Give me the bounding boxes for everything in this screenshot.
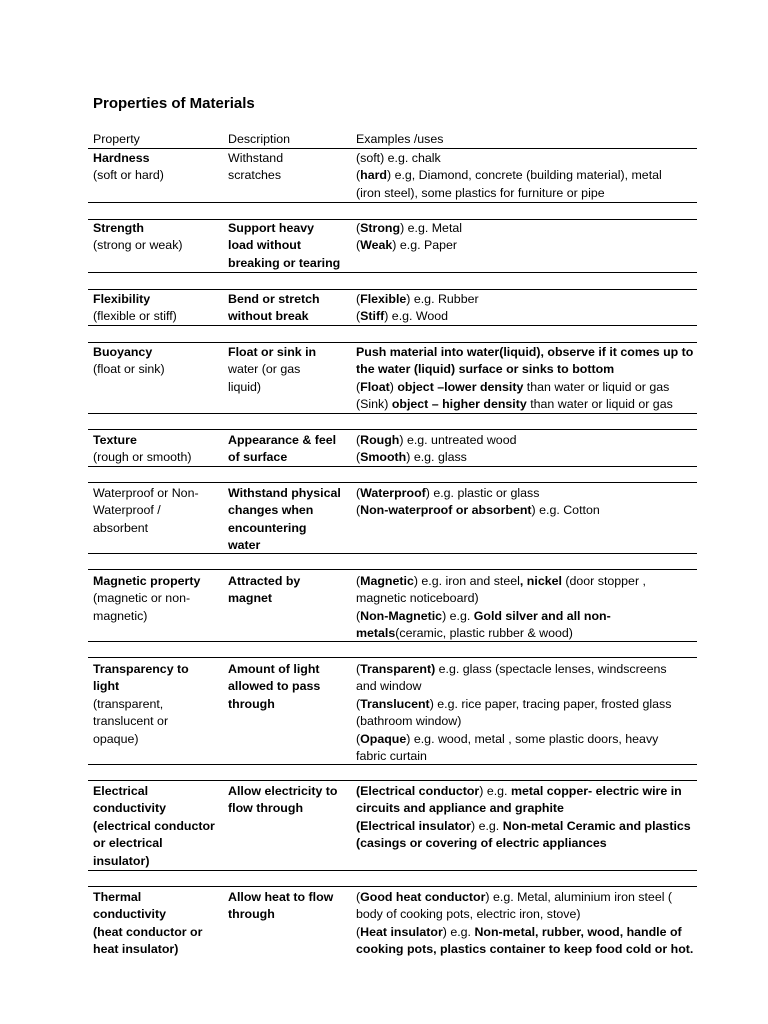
page-title: Properties of Materials bbox=[93, 95, 255, 112]
property-line: (float or sink) bbox=[93, 362, 165, 377]
example-line bbox=[356, 237, 701, 254]
row-top-rule bbox=[88, 289, 697, 290]
property-line: Texture bbox=[93, 433, 137, 447]
example-text: ) e.g. bbox=[442, 924, 475, 939]
example-text: (bathroom window) bbox=[356, 714, 462, 729]
description-line: of surface bbox=[228, 450, 288, 465]
description-cell bbox=[228, 432, 350, 467]
examples-cell bbox=[356, 573, 701, 643]
example-text: and window bbox=[356, 679, 422, 694]
example-line bbox=[356, 608, 701, 625]
example-text: ) e.g. rice paper, tracing paper, frosted glass bbox=[429, 696, 672, 711]
example-text: Push material into water(liquid), observe if it comes up to bbox=[356, 345, 694, 359]
example-text: ( bbox=[356, 662, 361, 676]
row-bottom-rule bbox=[88, 272, 697, 273]
example-line bbox=[356, 889, 701, 906]
example-line bbox=[356, 590, 701, 607]
property-line: Waterproof / bbox=[93, 503, 161, 518]
description-line: without break bbox=[228, 309, 309, 324]
property-line: (soft or hard) bbox=[93, 168, 164, 183]
property-line: Transparency to bbox=[93, 662, 189, 676]
property-line: (strong or weak) bbox=[93, 238, 183, 253]
example-line bbox=[356, 906, 701, 923]
property-line: heat insulator) bbox=[93, 942, 179, 957]
example-text: Float bbox=[360, 379, 390, 394]
row-bottom-rule bbox=[88, 553, 697, 554]
example-text: ) e.g. bbox=[479, 784, 511, 798]
example-text: (Sink) bbox=[356, 397, 392, 412]
example-line bbox=[356, 731, 701, 748]
property-cell bbox=[93, 485, 223, 537]
example-text: Rough bbox=[360, 433, 400, 447]
description-cell bbox=[228, 344, 350, 396]
example-text: object –lower density bbox=[397, 379, 524, 394]
example-text: cooking pots, plastics container to keep food cold or hot. bbox=[356, 942, 694, 957]
examples-cell bbox=[356, 783, 701, 853]
example-line bbox=[356, 344, 701, 361]
description-cell bbox=[228, 661, 350, 713]
property-cell bbox=[93, 783, 223, 870]
example-text: Good heat conductor bbox=[360, 890, 486, 904]
property-cell bbox=[93, 573, 223, 625]
description-line: breaking or tearing bbox=[228, 255, 341, 270]
property-cell bbox=[93, 220, 223, 255]
row-top-rule bbox=[88, 569, 697, 570]
header-examples: Examples /uses bbox=[356, 132, 444, 146]
examples-cell bbox=[356, 291, 701, 326]
property-line: (electrical conductor bbox=[93, 818, 215, 833]
property-cell bbox=[93, 889, 223, 959]
example-text: ) bbox=[389, 379, 398, 394]
example-text: ( bbox=[356, 238, 361, 253]
example-text: ( bbox=[356, 608, 361, 623]
example-line bbox=[356, 291, 701, 308]
example-text: ( bbox=[356, 574, 361, 588]
property-line: absorbent bbox=[93, 520, 149, 535]
example-line bbox=[356, 800, 701, 817]
example-text: ) e.g. Metal bbox=[400, 221, 463, 235]
example-text: Gold silver and all non- bbox=[473, 608, 611, 623]
examples-cell bbox=[356, 661, 701, 765]
example-text: magnetic noticeboard) bbox=[356, 591, 479, 606]
description-line: water (or gas bbox=[228, 362, 301, 377]
example-text: ) e.g, Diamond, concrete (building material), metal bbox=[387, 168, 662, 183]
example-line bbox=[356, 835, 701, 852]
description-line: magnet bbox=[228, 591, 273, 606]
description-cell bbox=[228, 291, 350, 326]
description-cell bbox=[228, 485, 350, 555]
example-line bbox=[356, 748, 701, 765]
description-line: encountering bbox=[228, 520, 307, 535]
property-line: (flexible or stiff) bbox=[93, 309, 177, 324]
example-text: ( bbox=[356, 450, 361, 465]
example-line bbox=[356, 308, 701, 325]
example-line bbox=[356, 396, 701, 413]
examples-cell bbox=[356, 150, 701, 202]
example-text: ( bbox=[356, 221, 361, 235]
example-line bbox=[356, 783, 701, 800]
description-line: through bbox=[228, 907, 275, 922]
example-line bbox=[356, 167, 701, 184]
example-text: Non-metal Ceramic and plastics bbox=[502, 818, 691, 833]
property-line: (transparent, bbox=[93, 696, 164, 711]
property-line: (magnetic or non- bbox=[93, 591, 191, 606]
example-text: (Electrical conductor bbox=[356, 784, 480, 798]
property-line: Waterproof or Non- bbox=[93, 486, 199, 500]
example-text: ) e.g. Cotton bbox=[531, 503, 600, 518]
example-line bbox=[356, 432, 701, 449]
property-line: Electrical bbox=[93, 784, 149, 798]
example-line bbox=[356, 625, 701, 642]
property-line: conductivity bbox=[93, 801, 166, 816]
example-text: object – higher density bbox=[391, 397, 527, 412]
row-top-rule bbox=[88, 780, 697, 781]
example-text: (casings or covering of electric appliances bbox=[356, 836, 607, 851]
description-line: liquid) bbox=[228, 379, 262, 394]
example-text: ) e.g. bbox=[442, 608, 474, 623]
example-line bbox=[356, 185, 701, 202]
example-text: Smooth bbox=[360, 450, 407, 465]
example-line bbox=[356, 661, 701, 678]
example-text: ( bbox=[356, 379, 361, 394]
row-bottom-rule bbox=[88, 870, 697, 871]
description-line: Allow electricity to bbox=[228, 784, 338, 798]
property-line: conductivity bbox=[93, 907, 166, 922]
example-line bbox=[356, 449, 701, 466]
property-cell bbox=[93, 661, 223, 748]
example-text: ( bbox=[356, 309, 361, 324]
example-text: than water or liquid or gas bbox=[526, 397, 673, 412]
property-line: light bbox=[93, 679, 120, 694]
example-text: ( bbox=[356, 503, 361, 518]
example-text: the water (liquid) surface or sinks to bottom bbox=[356, 362, 615, 377]
example-line bbox=[356, 361, 701, 378]
property-line: or electrical bbox=[93, 836, 163, 851]
example-text: Waterproof bbox=[360, 486, 426, 500]
example-text: ) e.g. Rubber bbox=[406, 292, 479, 306]
example-text: (ceramic, plastic rubber & wood) bbox=[395, 626, 573, 641]
example-text: circuits and appliance and graphite bbox=[356, 801, 564, 816]
example-text: Flexible bbox=[360, 292, 407, 306]
description-line: changes when bbox=[228, 503, 314, 518]
property-line: magnetic) bbox=[93, 608, 148, 623]
description-line: flow through bbox=[228, 801, 304, 816]
example-line bbox=[356, 220, 701, 237]
description-line: Allow heat to flow bbox=[228, 890, 334, 904]
description-line: Bend or stretch bbox=[228, 292, 320, 306]
example-text: , nickel bbox=[519, 574, 562, 588]
property-line: Buoyancy bbox=[93, 345, 153, 359]
description-line: Withstand bbox=[228, 151, 284, 165]
description-line: Amount of light bbox=[228, 662, 320, 676]
example-text: Weak bbox=[360, 238, 393, 253]
example-line bbox=[356, 379, 701, 396]
example-text: ) e.g. Paper bbox=[392, 238, 458, 253]
example-text: ) e.g. glass bbox=[406, 450, 467, 465]
example-text: ( bbox=[356, 696, 361, 711]
example-text: Transparent) bbox=[360, 662, 436, 676]
example-line bbox=[356, 713, 701, 730]
description-line: Attracted by bbox=[228, 574, 301, 588]
example-text: fabric curtain bbox=[356, 749, 427, 764]
description-cell bbox=[228, 150, 350, 185]
example-text: ) e.g. bbox=[471, 818, 503, 833]
description-line: water bbox=[228, 538, 261, 553]
description-cell bbox=[228, 573, 350, 608]
property-cell bbox=[93, 344, 223, 379]
example-text: ) e.g. iron and steel bbox=[413, 574, 520, 588]
header-description: Description bbox=[228, 132, 290, 146]
property-line: (heat conductor or bbox=[93, 924, 203, 939]
example-text: than water or liquid or gas bbox=[523, 379, 670, 394]
example-text: (door stopper , bbox=[561, 574, 646, 588]
example-text: metals bbox=[356, 626, 396, 641]
row-top-rule bbox=[88, 342, 697, 343]
description-cell bbox=[228, 783, 350, 818]
example-text: ( bbox=[356, 292, 361, 306]
description-cell bbox=[228, 889, 350, 924]
example-text: Strong bbox=[360, 221, 401, 235]
description-line: Support heavy bbox=[228, 221, 315, 235]
example-line bbox=[356, 150, 701, 167]
example-line bbox=[356, 818, 701, 835]
example-text: ) e.g. Wood bbox=[384, 309, 449, 324]
examples-cell bbox=[356, 889, 701, 959]
example-line bbox=[356, 678, 701, 695]
example-line bbox=[356, 485, 701, 502]
property-line: insulator) bbox=[93, 853, 150, 868]
example-line bbox=[356, 941, 701, 958]
example-text: Heat insulator bbox=[360, 924, 443, 939]
description-line: Withstand physical bbox=[228, 486, 341, 500]
row-top-rule bbox=[88, 482, 697, 483]
example-text: (iron steel), some plastics for furniture or pipe bbox=[356, 185, 605, 200]
example-line bbox=[356, 502, 701, 519]
example-text: Non-Magnetic bbox=[360, 608, 443, 623]
header-property: Property bbox=[93, 132, 140, 146]
description-line: through bbox=[228, 696, 275, 711]
example-text: ) e.g. Metal, aluminium iron steel ( bbox=[485, 890, 673, 904]
property-line: Thermal bbox=[93, 890, 142, 904]
row-top-rule bbox=[88, 148, 697, 149]
example-text: ) e.g. untreated wood bbox=[399, 433, 517, 447]
example-text: (Electrical insulator bbox=[356, 818, 471, 833]
description-line: allowed to pass bbox=[228, 679, 321, 694]
example-text: hard bbox=[360, 168, 387, 183]
example-text: metal copper- electric wire in bbox=[510, 784, 682, 798]
property-line: Flexibility bbox=[93, 292, 151, 306]
example-text: ( bbox=[356, 433, 361, 447]
description-line: Appearance & feel bbox=[228, 433, 337, 447]
example-text: ( bbox=[356, 168, 361, 183]
example-text: Magnetic bbox=[360, 574, 414, 588]
example-text: ( bbox=[356, 731, 361, 746]
property-cell bbox=[93, 150, 223, 185]
example-text: ) e.g. wood, metal , some plastic doors, heavy bbox=[406, 731, 659, 746]
example-text: ( bbox=[356, 890, 361, 904]
row-top-rule bbox=[88, 657, 697, 658]
description-line: load without bbox=[228, 238, 301, 253]
example-text: ) e.g. plastic or glass bbox=[425, 486, 540, 500]
property-line: Strength bbox=[93, 221, 144, 235]
example-text: (soft) e.g. chalk bbox=[356, 151, 441, 165]
examples-cell bbox=[356, 485, 701, 520]
example-text: Opaque bbox=[360, 731, 407, 746]
property-line: opaque) bbox=[93, 731, 139, 746]
description-line: scratches bbox=[228, 168, 282, 183]
example-text: Non-metal, rubber, wood, handle of bbox=[474, 924, 682, 939]
property-line: Hardness bbox=[93, 151, 150, 165]
example-text: ( bbox=[356, 924, 361, 939]
example-line bbox=[356, 573, 701, 590]
example-line bbox=[356, 696, 701, 713]
example-line bbox=[356, 924, 701, 941]
property-line: (rough or smooth) bbox=[93, 450, 192, 465]
examples-cell bbox=[356, 344, 701, 414]
example-text: e.g. glass (spectacle lenses, windscreens bbox=[435, 662, 667, 676]
example-text: body of cooking pots, electric iron, stove) bbox=[356, 907, 581, 922]
description-line: Float or sink in bbox=[228, 345, 317, 359]
row-top-rule bbox=[88, 429, 697, 430]
example-text: Stiff bbox=[360, 309, 385, 324]
description-cell bbox=[228, 220, 350, 272]
property-line: translucent or bbox=[93, 714, 169, 729]
row-top-rule bbox=[88, 886, 697, 887]
example-text: Translucent bbox=[360, 696, 430, 711]
examples-cell bbox=[356, 220, 701, 255]
property-cell bbox=[93, 432, 223, 467]
examples-cell bbox=[356, 432, 701, 467]
example-text: Non-waterproof or absorbent bbox=[360, 503, 532, 518]
example-text: ( bbox=[356, 486, 361, 500]
property-line: Magnetic property bbox=[93, 574, 201, 588]
property-cell bbox=[93, 291, 223, 326]
